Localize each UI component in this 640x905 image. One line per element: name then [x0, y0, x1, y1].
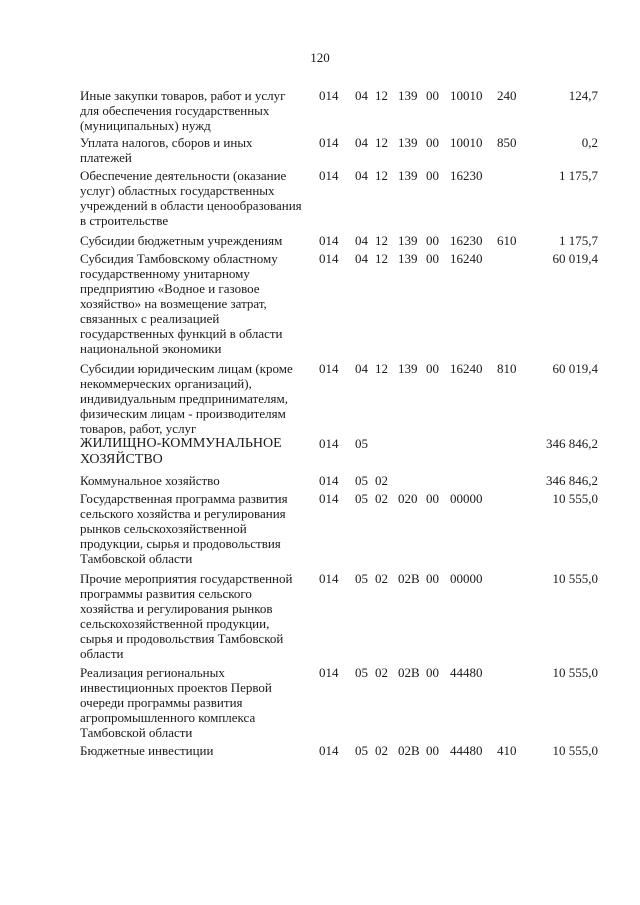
- row-name: Государственная программа развития сельского хозяйства и регулирования рынков сельскохозяйственной продукции, сырья и продовольствия Тамбовской области: [80, 491, 288, 566]
- section-heading: ЖИЛИЩНО-КОММУНАЛЬНОЕ ХОЗЯЙСТВО: [80, 436, 282, 467]
- csr-main-event: 00: [426, 743, 439, 758]
- amount: 10 555,0: [552, 571, 598, 586]
- expense-type-code: 810: [497, 361, 517, 376]
- section-code: 04: [355, 361, 368, 376]
- csr-main-event: 00: [426, 135, 439, 150]
- csr-main-event: 00: [426, 491, 439, 506]
- row-name: Прочие мероприятия государственной программы развития сельского хозяйства и регулирования рынков сельскохозяйственной продукции, сырья и продовольствия Тамбовской области: [80, 571, 293, 661]
- ved-code: 014: [319, 491, 339, 506]
- subsection-code: 12: [375, 361, 388, 376]
- csr-main-event: 00: [426, 233, 439, 248]
- subsection-code: 02: [375, 571, 388, 586]
- row-name: Бюджетные инвестиции: [80, 743, 214, 758]
- csr-subprogram: 9: [411, 88, 418, 103]
- ved-code: 014: [319, 571, 339, 586]
- csr-main-event: 00: [426, 168, 439, 183]
- ved-code: 014: [319, 168, 339, 183]
- section-code: 04: [355, 251, 368, 266]
- section-code: 04: [355, 168, 368, 183]
- csr-main-event: 00: [426, 361, 439, 376]
- row-name: Реализация региональных инвестиционных проектов Первой очереди программы развития агропромышленного комплекса Тамбовской области: [80, 665, 272, 740]
- ved-code: 014: [319, 135, 339, 150]
- csr-program: 13: [398, 88, 411, 103]
- csr-subprogram: 9: [411, 251, 418, 266]
- subsection-code: 12: [375, 233, 388, 248]
- section-code: 04: [355, 135, 368, 150]
- csr-program: 02: [398, 491, 411, 506]
- csr-program: 02: [398, 743, 411, 758]
- ved-code: 014: [319, 665, 339, 680]
- amount: 60 019,4: [552, 251, 598, 266]
- row-name: Коммунальное хозяйство: [80, 473, 220, 488]
- csr-direction: 16230: [450, 168, 483, 183]
- expense-type-code: 610: [497, 233, 517, 248]
- ved-code: 014: [319, 473, 339, 488]
- ved-code: 014: [319, 436, 339, 451]
- row-name: Субсидия Тамбовскому областному государственному унитарному предприятию «Водное и газовое хозяйство» на возмещение затрат, связанных с реализацией государственных функций в области национальной экономики: [80, 251, 283, 356]
- subsection-code: 02: [375, 473, 388, 488]
- csr-program: 02: [398, 571, 411, 586]
- amount: 346 846,2: [546, 473, 598, 488]
- amount: 60 019,4: [552, 361, 598, 376]
- row-name: Субсидии бюджетным учреждениям: [80, 233, 283, 248]
- amount: 10 555,0: [552, 665, 598, 680]
- section-code: 05: [355, 491, 368, 506]
- csr-program: 13: [398, 361, 411, 376]
- subsection-code: 12: [375, 135, 388, 150]
- csr-program: 13: [398, 233, 411, 248]
- subsection-code: 02: [375, 491, 388, 506]
- amount: 10 555,0: [552, 743, 598, 758]
- csr-program: 02: [398, 665, 411, 680]
- csr-direction: 44480: [450, 665, 483, 680]
- subsection-code: 12: [375, 251, 388, 266]
- ved-code: 014: [319, 743, 339, 758]
- ved-code: 014: [319, 233, 339, 248]
- csr-direction: 00000: [450, 491, 483, 506]
- subsection-code: 12: [375, 88, 388, 103]
- csr-direction: 16230: [450, 233, 483, 248]
- csr-subprogram: 9: [411, 168, 418, 183]
- csr-subprogram: 9: [411, 233, 418, 248]
- csr-direction: 16240: [450, 361, 483, 376]
- section-code: 05: [355, 665, 368, 680]
- expense-type-code: 410: [497, 743, 517, 758]
- amount: 1 175,7: [559, 233, 598, 248]
- csr-direction: 00000: [450, 571, 483, 586]
- row-name: Иные закупки товаров, работ и услуг для обеспечения государственных (муниципальных) нужд: [80, 88, 286, 133]
- csr-direction: 16240: [450, 251, 483, 266]
- subsection-code: 02: [375, 743, 388, 758]
- expense-type-code: 240: [497, 88, 517, 103]
- section-code: 04: [355, 233, 368, 248]
- section-code: 05: [355, 436, 368, 451]
- csr-subprogram: В: [411, 665, 420, 680]
- subsection-code: 12: [375, 168, 388, 183]
- csr-main-event: 00: [426, 571, 439, 586]
- amount: 0,2: [581, 135, 598, 150]
- csr-main-event: 00: [426, 88, 439, 103]
- row-name: Субсидии юридическим лицам (кроме некоммерческих организаций), индивидуальным предпринимателям, физическим лицам - производителям товаров, работ, услуг: [80, 361, 293, 436]
- section-code: 05: [355, 571, 368, 586]
- csr-main-event: 00: [426, 665, 439, 680]
- amount: 346 846,2: [546, 436, 598, 451]
- csr-subprogram: 0: [411, 491, 418, 506]
- csr-program: 13: [398, 168, 411, 183]
- csr-program: 13: [398, 135, 411, 150]
- csr-direction: 10010: [450, 135, 483, 150]
- amount: 124,7: [568, 88, 598, 103]
- ved-code: 014: [319, 251, 339, 266]
- csr-main-event: 00: [426, 251, 439, 266]
- amount: 10 555,0: [552, 491, 598, 506]
- page-number: 120: [310, 50, 330, 65]
- csr-direction: 10010: [450, 88, 483, 103]
- subsection-code: 02: [375, 665, 388, 680]
- expense-type-code: 850: [497, 135, 517, 150]
- row-name: Обеспечение деятельности (оказание услуг) областных государственных учреждений в области ценообразования в строительстве: [80, 168, 302, 228]
- csr-subprogram: 9: [411, 361, 418, 376]
- csr-direction: 44480: [450, 743, 483, 758]
- row-name: Уплата налогов, сборов и иных платежей: [80, 135, 253, 165]
- section-code: 04: [355, 88, 368, 103]
- csr-subprogram: 9: [411, 135, 418, 150]
- ved-code: 014: [319, 88, 339, 103]
- amount: 1 175,7: [559, 168, 598, 183]
- section-code: 05: [355, 473, 368, 488]
- csr-program: 13: [398, 251, 411, 266]
- ved-code: 014: [319, 361, 339, 376]
- section-code: 05: [355, 743, 368, 758]
- csr-subprogram: В: [411, 743, 420, 758]
- csr-subprogram: В: [411, 571, 420, 586]
